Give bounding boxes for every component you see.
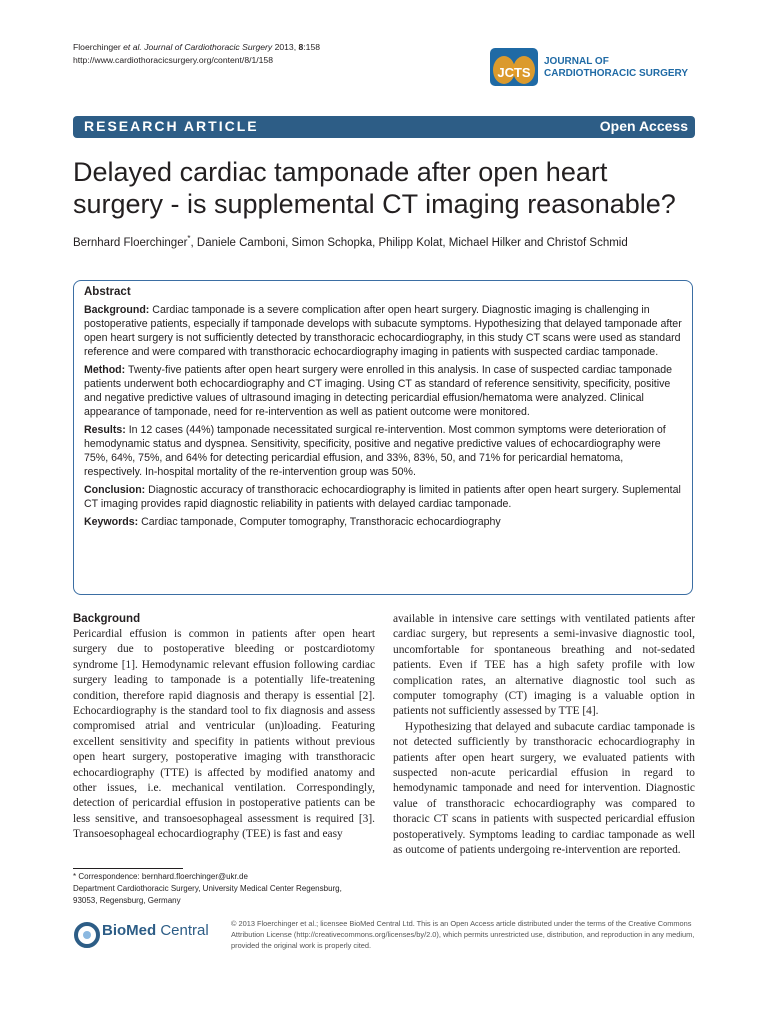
abstract-keywords-text: Cardiac tamponade, Computer tomography, Transthoracic echocardiography bbox=[138, 516, 501, 528]
article-type-label: RESEARCH ARTICLE bbox=[84, 118, 259, 134]
open-access-label: Open Access bbox=[599, 118, 688, 134]
author-rest: , Daniele Camboni, Simon Schopka, Philipp Kolat, Michael Hilker and Christof Schmid bbox=[190, 236, 628, 249]
journal-name bbox=[544, 56, 688, 80]
citation-volume: 8 bbox=[298, 42, 304, 52]
correspondence-mark: * bbox=[187, 234, 191, 243]
abstract-heading: Abstract bbox=[84, 286, 131, 298]
footnote-affiliation: Department Cardiothoracic Surgery, University Medical Center Regensburg, bbox=[73, 884, 342, 893]
publisher-name-regular: Central bbox=[156, 922, 209, 939]
abstract-background-text: Cardiac tamponade is a severe complication after open heart surgery. Diagnostic imaging is challenging in postoperative patients, especially if tamponade develops with subacute symptoms. Hypothesizing that delayed tamponade after open heart surgery is not sufficiently detected by transthoracic echocardiography, in this study CT scans were used as standard reference and were compared with transthoracic echocardiography imaging in patients with suspected cardiac tamponade. bbox=[84, 304, 682, 358]
abstract-method-label: Method: bbox=[84, 364, 126, 376]
citation-et-al: et al. bbox=[123, 42, 142, 52]
body-column-right bbox=[393, 612, 695, 859]
abstract-conclusion-text: Diagnostic accuracy of transthoracic echocardiography is limited in patients after open heart surgery. Suplemental CT imaging provides rapid diagnostic reliability in patients with delayed cardiac tamponade. bbox=[84, 484, 681, 510]
body-column-left bbox=[73, 612, 375, 843]
author-first[interactable]: Bernhard Floerchinger bbox=[73, 236, 188, 249]
body-paragraph: Pericardial effusion is common in patients after open heart surgery due to postoperative bleeding or postcardiotomy syndrome [1]. Hemodynamic relevant effusion following cardiac surgery leading to tamponade is a potentially life-treatening condition, therefore rapid diagnosis and therapy is essential [2]. Echocardiography is the standard tool to fix diagnosis and assess compromised atrial and ventricular (un)loading. Featuring excellent sensitivity and specifity in patients without previous open heart surgery, postoperative imaging with transthoracic echocardiography (TTE) is affected by modified anatomy and other issues, i.e. mechanical ventilation. Correspondingly, detection of pericardial effusion in postoperative patients can be less sensitive, and transoesophageal assessment is required [3]. Transoesophageal echocardiography (TEE) is fast and easy bbox=[73, 628, 375, 841]
abstract-results-text: In 12 cases (44%) tamponade necessitated surgical re-intervention. Most common symptoms were deterioration of hemodynamic status and dyspnea. Sensitivity, specificity, positive and negative predictive values of echocardiography were 75%, 64%, 75%, and 64% for detecting pericardial effusion, and 33%, 83%, 50, and 71% for pericardial hematoma, respectively. In-hospital mortality of the re-intervention group was 50%. bbox=[84, 424, 666, 478]
footnote-address: 93053, Regensburg, Germany bbox=[73, 896, 181, 905]
abstract-box bbox=[73, 280, 693, 595]
abstract-method-text: Twenty-five patients after open heart surgery were enrolled in this analysis. In case of suspected cardiac tamponade patients underwent both echocardiography and CT imaging. Using CT as standard of reference sensitivity, specificity, positive and negative predictive values of ultrasound imaging in detecting pericardial effusion/hematoma were analyzed. Clinical appearance of tamponade, need for re-intervention as well as patient outcome were monitored. bbox=[84, 364, 673, 418]
publisher-name-bold: BioMed bbox=[102, 922, 157, 939]
correspondence-footnote bbox=[73, 871, 383, 907]
abstract-background-label: Background: bbox=[84, 304, 150, 316]
citation-author: Floerchinger bbox=[73, 42, 121, 52]
abstract-conclusion-label: Conclusion: bbox=[84, 484, 146, 496]
abstract-results bbox=[84, 423, 682, 479]
abstract-conclusion bbox=[84, 483, 682, 511]
abstract-background bbox=[84, 303, 682, 359]
body-paragraph: available in intensive care settings with ventilated patients after cardiac surgery, but represents a semi-invasive diagnostic tool, uncomfortable for spontaneous breathing and not-sedated patients. Even if TEE has a high safety profile with low complication rates, an alternative diagnostic tool such as computer tomography (CT) imaging is a valuable option in patients not sufficiently assessed by TTE [4]. bbox=[393, 613, 695, 718]
body-paragraph: Hypothesizing that delayed and subacute cardiac tamponade is not detected sufficiently by transthoracic echocardiography in patients after open heart surgery, we evaluated patients with suspected non-acute pericardial effusion in regard to hemodynamic tamponade and need for intervention. Diagnostic value of transthoracic echocardiography was compared to thoracic CT scans in patients with suspected pericardial effusion postoperatively. Symptoms leading to cardiac tamponade as well as outcome of patients undergoing re-intervention are reported. bbox=[393, 720, 695, 857]
abstract-results-label: Results: bbox=[84, 424, 126, 436]
citation-header bbox=[73, 41, 320, 67]
logo-mark: JCTS bbox=[497, 65, 531, 80]
footnote-divider bbox=[73, 868, 183, 869]
citation-url[interactable]: http://www.cardiothoracicsurgery.org/content/8/1/158 bbox=[73, 55, 273, 65]
license-text: © 2013 Floerchinger et al.; licensee BioMed Central Ltd. This is an Open Access article distributed under the terms of the Creative Commons Attribution License (http://creativecommons.org/licenses/by/2.0), which permits unrestricted use, distribution, and reproduction in any medium, provided the original work is properly cited. bbox=[231, 919, 695, 950]
abstract-keywords bbox=[84, 515, 682, 529]
citation-article: :158 bbox=[303, 42, 321, 52]
citation-year: 2013, bbox=[274, 42, 297, 52]
citation-journal: Journal of Cardiothoracic Surgery bbox=[144, 42, 273, 52]
footnote-email[interactable]: * Correspondence: bernhard.floerchinger@ukr.de bbox=[73, 872, 248, 881]
journal-name-line2: CARDIOTHORACIC SURGERY bbox=[544, 68, 689, 79]
author-list bbox=[73, 234, 713, 249]
journal-name-line1: JOURNAL OF bbox=[544, 56, 609, 67]
citation-line bbox=[73, 41, 320, 54]
article-title: Delayed cardiac tamponade after open heart surgery - is supplemental CT imaging reasonable? bbox=[73, 157, 676, 219]
abstract-keywords-label: Keywords: bbox=[84, 516, 139, 528]
abstract-method bbox=[84, 363, 682, 419]
section-heading-background: Background bbox=[73, 613, 141, 625]
publisher-name bbox=[102, 922, 209, 939]
